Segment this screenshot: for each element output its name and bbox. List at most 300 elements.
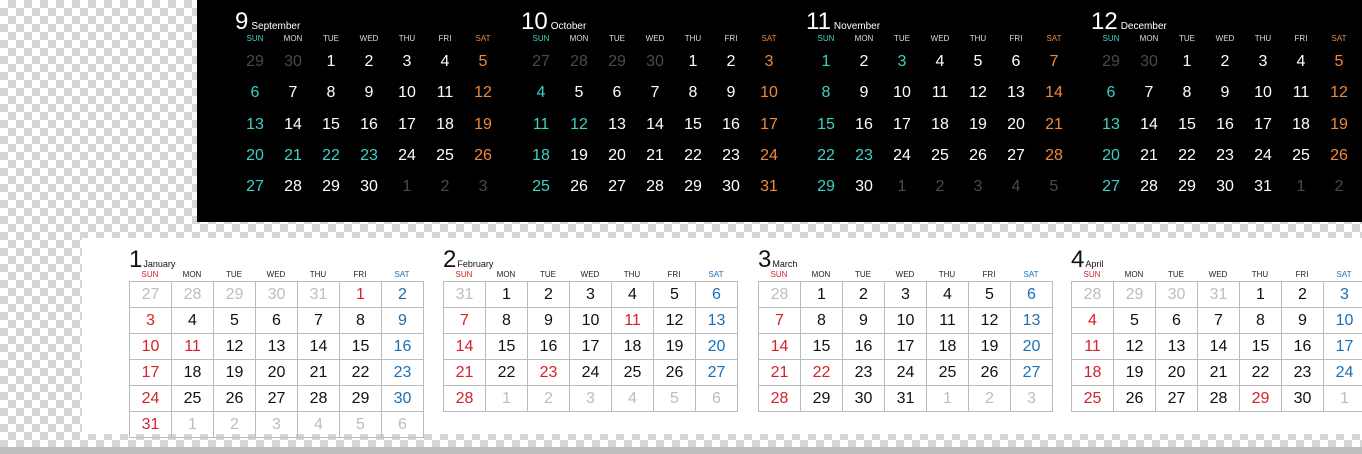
weekday-label: SAT [1023, 270, 1039, 279]
day-cell: 29 [608, 53, 626, 70]
day-cell: 15 [486, 334, 528, 360]
day-cell: 18 [927, 334, 969, 360]
day-cell: 26 [969, 360, 1011, 386]
weekday-label: WED [930, 34, 950, 43]
day-cell: 24 [885, 360, 927, 386]
weekday-label: MON [854, 34, 874, 43]
weekday-label: FRI [1294, 34, 1308, 43]
day-cell: 2 [1282, 282, 1324, 308]
day-cell: 9 [726, 84, 736, 102]
day-cell: 13 [1156, 334, 1198, 360]
day-cell: 19 [1330, 115, 1348, 133]
day-cell: 30 [284, 53, 302, 70]
day-cell: 20 [256, 360, 298, 386]
day-cell: 22 [817, 146, 835, 164]
day-cell: 19 [214, 360, 256, 386]
day-cell: 29 [322, 178, 340, 196]
day-cell: 28 [1198, 386, 1240, 412]
day-cell: 24 [893, 146, 911, 164]
day-cell: 7 [1198, 308, 1240, 334]
day-cell: 15 [684, 115, 702, 133]
day-cell: 20 [1011, 334, 1053, 360]
day-cell: 12 [654, 308, 696, 334]
day-cell: 9 [859, 84, 869, 102]
day-cell: 9 [843, 308, 885, 334]
day-cell: 3 [885, 282, 927, 308]
day-cell: 12 [1114, 334, 1156, 360]
month-name: November [833, 21, 881, 32]
day-cell: 8 [486, 308, 528, 334]
day-cell: 14 [1140, 115, 1158, 133]
day-cell: 11 [612, 308, 654, 334]
weekday-label: SUN [817, 34, 835, 43]
day-cell: 9 [364, 84, 374, 102]
day-cell: 26 [1114, 386, 1156, 412]
day-cell: 16 [1216, 115, 1234, 133]
day-cell: 29 [1102, 53, 1120, 70]
day-cell: 10 [570, 308, 612, 334]
day-cell: 3 [570, 386, 612, 412]
day-cell: 27 [608, 178, 626, 196]
day-cell: 1 [801, 282, 843, 308]
day-cell: 17 [893, 115, 911, 133]
day-cell: 23 [382, 360, 424, 386]
day-cell: 2 [843, 282, 885, 308]
day-cell: 1 [402, 178, 412, 196]
day-cell: 30 [722, 178, 740, 196]
weekday-label: WED [895, 270, 915, 279]
weekday-row [758, 270, 1052, 279]
day-cell: 26 [1330, 146, 1348, 164]
day-cell: 19 [1114, 360, 1156, 386]
day-cell: 13 [1007, 84, 1025, 102]
day-cell: 22 [340, 360, 382, 386]
day-cell: 16 [722, 115, 740, 133]
month-number: 12 [1091, 8, 1118, 35]
weekday-label: SUN [1083, 270, 1101, 279]
day-cell: 28 [1140, 178, 1158, 196]
weekday-label: SAT [708, 270, 724, 279]
day-cell: 4 [298, 412, 340, 438]
day-cell: 1 [688, 53, 698, 70]
weekday-label: FRI [353, 270, 367, 279]
day-cell: 2 [364, 53, 374, 70]
weekday-label: WED [359, 34, 379, 43]
day-cell: 17 [885, 334, 927, 360]
day-cell: 21 [1045, 115, 1063, 133]
day-cell: 19 [570, 146, 588, 164]
day-cell: 3 [256, 412, 298, 438]
day-cell: 7 [1049, 53, 1059, 70]
day-cell: 12 [1330, 84, 1348, 102]
day-cell: 13 [696, 308, 738, 334]
day-cell: 3 [897, 53, 907, 70]
day-cell: 31 [1198, 282, 1240, 308]
day-cell: 14 [1198, 334, 1240, 360]
day-cell: 8 [1240, 308, 1282, 334]
day-cell: 5 [214, 308, 256, 334]
day-cell: 5 [654, 386, 696, 412]
day-cell: 14 [284, 115, 302, 133]
day-cell: 15 [1178, 115, 1196, 133]
day-cell: 30 [1282, 386, 1324, 412]
day-cell: 28 [284, 178, 302, 196]
month-number: 2 [443, 246, 457, 273]
day-cell: 16 [528, 334, 570, 360]
day-cell: 8 [688, 84, 698, 102]
day-cell: 2 [726, 53, 736, 70]
day-cell: 12 [969, 308, 1011, 334]
day-cell: 2 [935, 178, 945, 196]
day-cell: 4 [172, 308, 214, 334]
day-cell: 3 [402, 53, 412, 70]
day-cell: 13 [608, 115, 626, 133]
weekday-label: SUN [246, 34, 264, 43]
day-cell: 6 [382, 412, 424, 438]
weekday-label: THU [1254, 34, 1272, 43]
day-cell: 26 [570, 178, 588, 196]
weekday-label: THU [684, 34, 702, 43]
weekday-label: MON [1139, 34, 1159, 43]
day-cell: 8 [326, 84, 336, 102]
day-cell: 10 [130, 334, 172, 360]
weekday-label: SAT [761, 34, 777, 43]
day-cell: 4 [927, 282, 969, 308]
day-cell: 26 [969, 146, 987, 164]
day-cell: 15 [1240, 334, 1282, 360]
day-cell: 6 [696, 386, 738, 412]
day-cell: 11 [1292, 84, 1310, 102]
day-cell: 16 [382, 334, 424, 360]
light-calendar-panel [82, 238, 1362, 434]
day-cell: 29 [1178, 178, 1196, 196]
day-cell: 21 [444, 360, 486, 386]
day-cell: 5 [340, 412, 382, 438]
day-cell: 31 [1254, 178, 1272, 196]
month-grid [1092, 32, 1358, 202]
month-name: April [1085, 259, 1104, 269]
day-cell: 29 [340, 386, 382, 412]
day-cell: 11 [436, 84, 454, 102]
weekday-label: SUN [532, 34, 550, 43]
day-cell: 8 [1182, 84, 1192, 102]
day-cell: 15 [340, 334, 382, 360]
weekday-label: TUE [1168, 270, 1184, 279]
day-cell: 2 [382, 282, 424, 308]
day-cell: 20 [1007, 115, 1025, 133]
day-cell: 25 [1072, 386, 1114, 412]
day-cell: 24 [398, 146, 416, 164]
weekday-label: FRI [667, 270, 681, 279]
day-cell: 27 [1007, 146, 1025, 164]
day-cell: 1 [326, 53, 336, 70]
day-cell: 3 [1011, 386, 1053, 412]
day-cell: 28 [759, 386, 801, 412]
month-number: 4 [1071, 246, 1085, 273]
weekday-label: SUN [1102, 34, 1120, 43]
weekday-label: SAT [394, 270, 410, 279]
day-cell: 16 [1282, 334, 1324, 360]
day-cell: 20 [1156, 360, 1198, 386]
day-cell: 22 [801, 360, 843, 386]
day-cell: 7 [759, 308, 801, 334]
day-cell: 29 [1114, 282, 1156, 308]
day-cell: 20 [1102, 146, 1120, 164]
day-cell: 5 [574, 84, 584, 102]
day-cell: 6 [696, 282, 738, 308]
month-grid [1071, 281, 1362, 412]
day-cell: 17 [130, 360, 172, 386]
day-cell: 15 [322, 115, 340, 133]
day-cell: 23 [722, 146, 740, 164]
day-cell: 25 [436, 146, 454, 164]
weekday-label: SAT [1046, 34, 1062, 43]
month-number: 11 [806, 8, 831, 35]
weekday-label: MON [283, 34, 303, 43]
day-cell: 6 [1011, 282, 1053, 308]
day-cell: 29 [801, 386, 843, 412]
day-cell: 28 [759, 282, 801, 308]
day-cell: 2 [528, 282, 570, 308]
day-cell: 23 [843, 360, 885, 386]
weekday-label: MON [496, 270, 516, 279]
day-cell: 10 [398, 84, 416, 102]
weekday-label: MON [1124, 270, 1144, 279]
day-cell: 22 [1178, 146, 1196, 164]
day-cell: 5 [1049, 178, 1059, 196]
day-cell: 22 [684, 146, 702, 164]
weekday-label: THU [1251, 270, 1269, 279]
day-cell: 4 [1011, 178, 1021, 196]
day-cell: 3 [478, 178, 488, 196]
day-cell: 22 [322, 146, 340, 164]
day-cell: 25 [532, 178, 550, 196]
day-cell: 27 [246, 178, 264, 196]
day-cell: 18 [931, 115, 949, 133]
day-cell: 6 [250, 84, 260, 102]
day-cell: 11 [931, 84, 949, 102]
weekday-label: MON [182, 270, 202, 279]
day-cell: 30 [256, 282, 298, 308]
day-cell: 1 [897, 178, 907, 196]
day-cell: 6 [1011, 53, 1021, 70]
day-cell: 16 [360, 115, 378, 133]
day-cell: 2 [214, 412, 256, 438]
day-cell: 20 [246, 146, 264, 164]
day-cell: 2 [528, 386, 570, 412]
day-cell: 23 [528, 360, 570, 386]
weekday-label: SUN [455, 270, 473, 279]
day-cell: 9 [1282, 308, 1324, 334]
day-cell: 3 [1324, 282, 1362, 308]
month-number: 3 [758, 246, 772, 273]
day-cell: 28 [444, 386, 486, 412]
day-cell: 25 [1292, 146, 1310, 164]
day-cell: 30 [1216, 178, 1234, 196]
day-cell: 13 [256, 334, 298, 360]
day-cell: 27 [1011, 360, 1053, 386]
day-cell: 3 [973, 178, 983, 196]
weekday-row [1071, 270, 1362, 279]
day-cell: 11 [532, 115, 550, 133]
day-cell: 6 [1106, 84, 1116, 102]
day-cell: 30 [1156, 282, 1198, 308]
day-cell: 28 [172, 282, 214, 308]
day-cell: 8 [801, 308, 843, 334]
day-cell: 28 [1072, 282, 1114, 308]
day-cell: 4 [612, 386, 654, 412]
day-cell: 19 [969, 115, 987, 133]
day-cell: 29 [246, 53, 264, 70]
day-cell: 5 [1334, 53, 1344, 70]
day-cell: 27 [256, 386, 298, 412]
day-cell: 2 [440, 178, 450, 196]
weekday-label: FRI [438, 34, 452, 43]
day-cell: 8 [821, 84, 831, 102]
day-cell: 31 [444, 282, 486, 308]
day-cell: 18 [1072, 360, 1114, 386]
day-cell: 2 [1220, 53, 1230, 70]
day-cell: 28 [570, 53, 588, 70]
day-cell: 4 [536, 84, 546, 102]
day-cell: 1 [1296, 178, 1306, 196]
month-name: September [251, 21, 301, 32]
day-cell: 5 [478, 53, 488, 70]
day-cell: 28 [646, 178, 664, 196]
day-cell: 17 [1254, 115, 1272, 133]
day-cell: 1 [1182, 53, 1192, 70]
day-cell: 18 [1292, 115, 1310, 133]
day-cell: 18 [612, 334, 654, 360]
day-cell: 4 [440, 53, 450, 70]
day-cell: 7 [298, 308, 340, 334]
day-cell: 11 [927, 308, 969, 334]
weekday-label: WED [580, 270, 600, 279]
day-cell: 29 [214, 282, 256, 308]
day-cell: 1 [1324, 386, 1362, 412]
day-cell: 30 [843, 386, 885, 412]
day-cell: 1 [1240, 282, 1282, 308]
day-cell: 24 [1254, 146, 1272, 164]
day-cell: 30 [855, 178, 873, 196]
day-cell: 1 [927, 386, 969, 412]
weekday-label: THU [938, 270, 956, 279]
day-cell: 11 [172, 334, 214, 360]
day-cell: 31 [760, 178, 778, 196]
day-cell: 24 [1324, 360, 1362, 386]
day-cell: 4 [1296, 53, 1306, 70]
day-cell: 31 [885, 386, 927, 412]
weekday-label: TUE [323, 34, 339, 43]
day-cell: 18 [532, 146, 550, 164]
day-cell: 27 [1156, 386, 1198, 412]
day-cell: 16 [855, 115, 873, 133]
weekday-label: SUN [770, 270, 788, 279]
day-cell: 3 [764, 53, 774, 70]
day-cell: 26 [654, 360, 696, 386]
day-cell: 4 [1072, 308, 1114, 334]
month-grid [807, 32, 1073, 202]
day-cell: 21 [284, 146, 302, 164]
day-cell: 29 [684, 178, 702, 196]
day-cell: 22 [1240, 360, 1282, 386]
day-cell: 30 [646, 53, 664, 70]
day-cell: 25 [612, 360, 654, 386]
day-cell: 17 [760, 115, 778, 133]
day-cell: 23 [1282, 360, 1324, 386]
day-cell: 30 [1140, 53, 1158, 70]
day-cell: 18 [172, 360, 214, 386]
day-cell: 11 [1072, 334, 1114, 360]
day-cell: 14 [1045, 84, 1063, 102]
day-cell: 25 [931, 146, 949, 164]
weekday-label: MON [569, 34, 589, 43]
day-cell: 9 [382, 308, 424, 334]
month-number: 1 [129, 246, 143, 273]
weekday-label: THU [309, 270, 327, 279]
day-cell: 3 [1258, 53, 1268, 70]
weekday-label: TUE [226, 270, 242, 279]
weekday-label: TUE [894, 34, 910, 43]
day-cell: 30 [360, 178, 378, 196]
day-cell: 21 [1140, 146, 1158, 164]
weekday-label: FRI [1295, 270, 1309, 279]
day-cell: 1 [821, 53, 831, 70]
weekday-label: THU [398, 34, 416, 43]
day-cell: 16 [843, 334, 885, 360]
day-cell: 2 [969, 386, 1011, 412]
day-cell: 30 [382, 386, 424, 412]
day-cell: 15 [801, 334, 843, 360]
month-name: January [143, 259, 176, 269]
day-cell: 1 [486, 282, 528, 308]
month-number: 9 [235, 8, 249, 35]
month-number: 10 [521, 8, 548, 35]
day-cell: 14 [298, 334, 340, 360]
weekday-label: TUE [1179, 34, 1195, 43]
day-cell: 19 [654, 334, 696, 360]
weekday-label: TUE [609, 34, 625, 43]
day-cell: 29 [1240, 386, 1282, 412]
day-cell: 31 [298, 282, 340, 308]
day-cell: 25 [927, 360, 969, 386]
month-grid [443, 281, 738, 412]
day-cell: 9 [1220, 84, 1230, 102]
dark-calendar-panel [197, 0, 1362, 222]
day-cell: 21 [646, 146, 664, 164]
weekday-label: WED [1208, 270, 1228, 279]
day-cell: 27 [532, 53, 550, 70]
day-cell: 10 [760, 84, 778, 102]
day-cell: 12 [474, 84, 492, 102]
day-cell: 10 [885, 308, 927, 334]
day-cell: 23 [855, 146, 873, 164]
day-cell: 10 [1324, 308, 1362, 334]
day-cell: 2 [859, 53, 869, 70]
day-cell: 23 [360, 146, 378, 164]
day-cell: 1 [172, 412, 214, 438]
day-cell: 18 [436, 115, 454, 133]
weekday-row [129, 270, 423, 279]
day-cell: 27 [130, 282, 172, 308]
weekday-label: FRI [724, 34, 738, 43]
weekday-label: WED [645, 34, 665, 43]
day-cell: 1 [340, 282, 382, 308]
weekday-row [443, 270, 737, 279]
day-cell: 31 [130, 412, 172, 438]
day-cell: 24 [570, 360, 612, 386]
day-cell: 7 [1144, 84, 1154, 102]
